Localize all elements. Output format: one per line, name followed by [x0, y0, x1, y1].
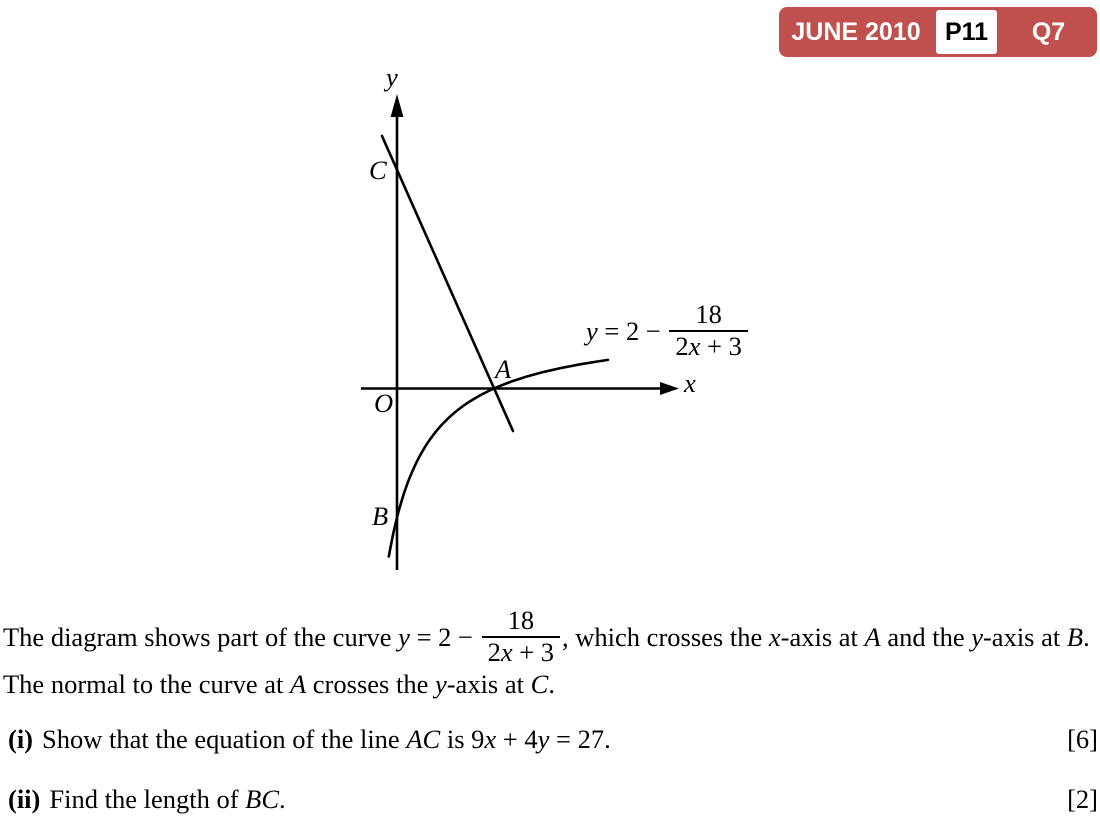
den-coeff: 2 [675, 331, 689, 361]
question-text: Find the length of [49, 784, 246, 814]
equation-relation: = 2 − [597, 315, 668, 346]
question-i-label: (i) [8, 724, 34, 754]
question-ii-label: (ii) [8, 784, 41, 814]
point-c-label: C [369, 155, 387, 185]
y-axis-label: y [386, 62, 398, 92]
point-a-label: A [495, 354, 512, 384]
intro-text: The diagram shows part of the curve [3, 621, 399, 652]
marks-badge: [6] [1067, 724, 1098, 754]
marks-badge: [2] [1067, 784, 1098, 814]
badge-question: Q7 [1031, 17, 1066, 46]
intro-relation: = 2 − [409, 621, 480, 652]
question-text: is 9 [440, 724, 485, 754]
intro-line-1 [3, 606, 1100, 668]
point-b-label: B [372, 501, 389, 531]
badge-session: JUNE 2010 [791, 17, 921, 46]
intro-text: . [548, 669, 555, 699]
question-ii [8, 784, 1098, 815]
fraction-denominator [669, 330, 747, 362]
x-axis-label: x [684, 368, 696, 398]
den-tail: + 3 [512, 637, 555, 667]
intro-line-2 [3, 669, 1100, 700]
normal-line-AC [382, 136, 513, 431]
point-a-ref: A [289, 669, 307, 699]
var-y: y [398, 621, 410, 652]
point-a-ref: A [864, 621, 881, 652]
question-text: = 27. [549, 724, 611, 754]
fraction-numerator: 18 [695, 299, 722, 330]
question-i [8, 724, 1098, 755]
point-c-ref: C [530, 669, 549, 699]
x-axis-arrowhead-icon [660, 382, 679, 395]
den-tail: + 3 [700, 331, 742, 361]
den-var: x [500, 637, 513, 667]
question-text: . [279, 784, 286, 814]
var-y: y [434, 669, 447, 699]
den-coeff: 2 [487, 637, 501, 667]
intro-text: -axis at [446, 669, 531, 699]
inline-fraction-numerator: 18 [507, 605, 535, 636]
var-y: y [971, 621, 983, 652]
intro-text: The normal to the curve at [3, 669, 290, 699]
intro-text: -axis at [780, 621, 865, 652]
intro-text: -axis at [982, 621, 1067, 652]
line-bc-ref: BC [245, 784, 280, 814]
equation-fraction [669, 300, 747, 361]
var-x: x [768, 621, 781, 652]
intro-paragraph [3, 606, 1100, 700]
intro-text: . [1083, 621, 1090, 652]
inline-fraction-denominator [482, 636, 560, 668]
point-b-ref: B [1066, 621, 1084, 652]
intro-text: , which crosses the [562, 621, 769, 652]
question-text: Show that the equation of the line [42, 724, 407, 754]
question-text: + 4 [496, 724, 538, 754]
equation-lhs: y [586, 315, 598, 346]
badge-paper: P11 [936, 10, 997, 54]
inline-fraction [482, 606, 560, 667]
intro-text: crosses the [306, 669, 435, 699]
curve-equation-label [586, 300, 750, 362]
intro-text: and the [880, 621, 972, 652]
var-y: y [537, 724, 550, 754]
origin-label: O [374, 388, 394, 418]
y-axis-arrowhead-icon [391, 94, 404, 117]
var-x: x [484, 724, 497, 754]
den-var: x [688, 331, 701, 361]
line-ac-ref: AC [406, 724, 441, 754]
